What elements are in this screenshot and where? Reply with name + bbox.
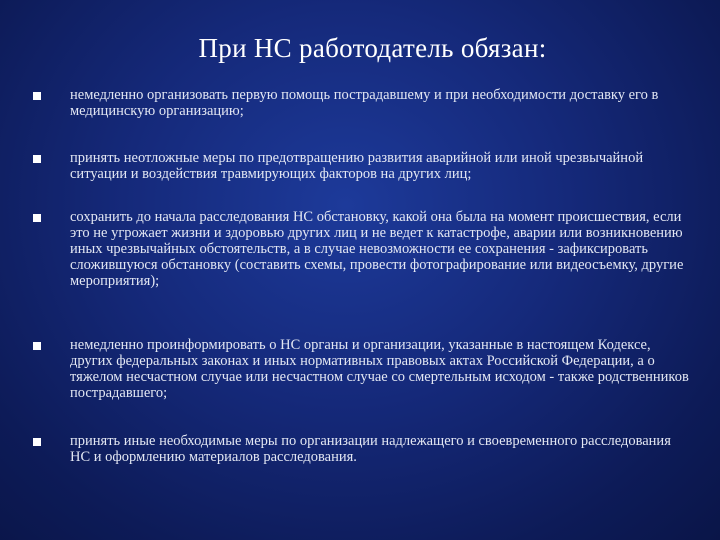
list-item-text: принять иные необходимые меры по организации надлежащего и своевременного расследования НС и оформлению материалов расследования. — [70, 433, 671, 465]
list-item-text: принять неотложные меры по предотвращению развития аварийной или иной чрезвычайной ситуации и воздействия травмирующих факторов на других лиц; — [70, 150, 644, 182]
list-item-text: немедленно проинформировать о НС органы и организации, указанные в настоящем Кодексе, других федеральных законах и иных нормативных правовых актах Российской Федерации, а о тяжелом несчастном случае или несчастном случае со смертельным исходом - также родственников пострадавшего; — [70, 337, 689, 401]
square-bullet-icon — [33, 342, 41, 350]
list-item-text: сохранить до начала расследования НС обстановку, какой она была на момент происшествия, если это не угрожает жизни и здоровью других лиц и не ведет к катастрофе, аварии или возникновению иных чрезвычайных обстоятельств, а в случае невозможности ее сохранения - зафиксировать сложившуюся обстановку (составить схемы, провести фотографирование или видеосъемку, другие мероприятия); — [70, 209, 684, 289]
square-bullet-icon — [33, 155, 41, 163]
square-bullet-icon — [33, 92, 41, 100]
list-item-text: немедленно организовать первую помощь пострадавшему и при необходимости доставку его в медицинскую организацию; — [70, 87, 659, 119]
square-bullet-icon — [33, 214, 41, 222]
square-bullet-icon — [33, 438, 41, 446]
slide-title: При НС работодатель обязан: — [198, 33, 547, 63]
